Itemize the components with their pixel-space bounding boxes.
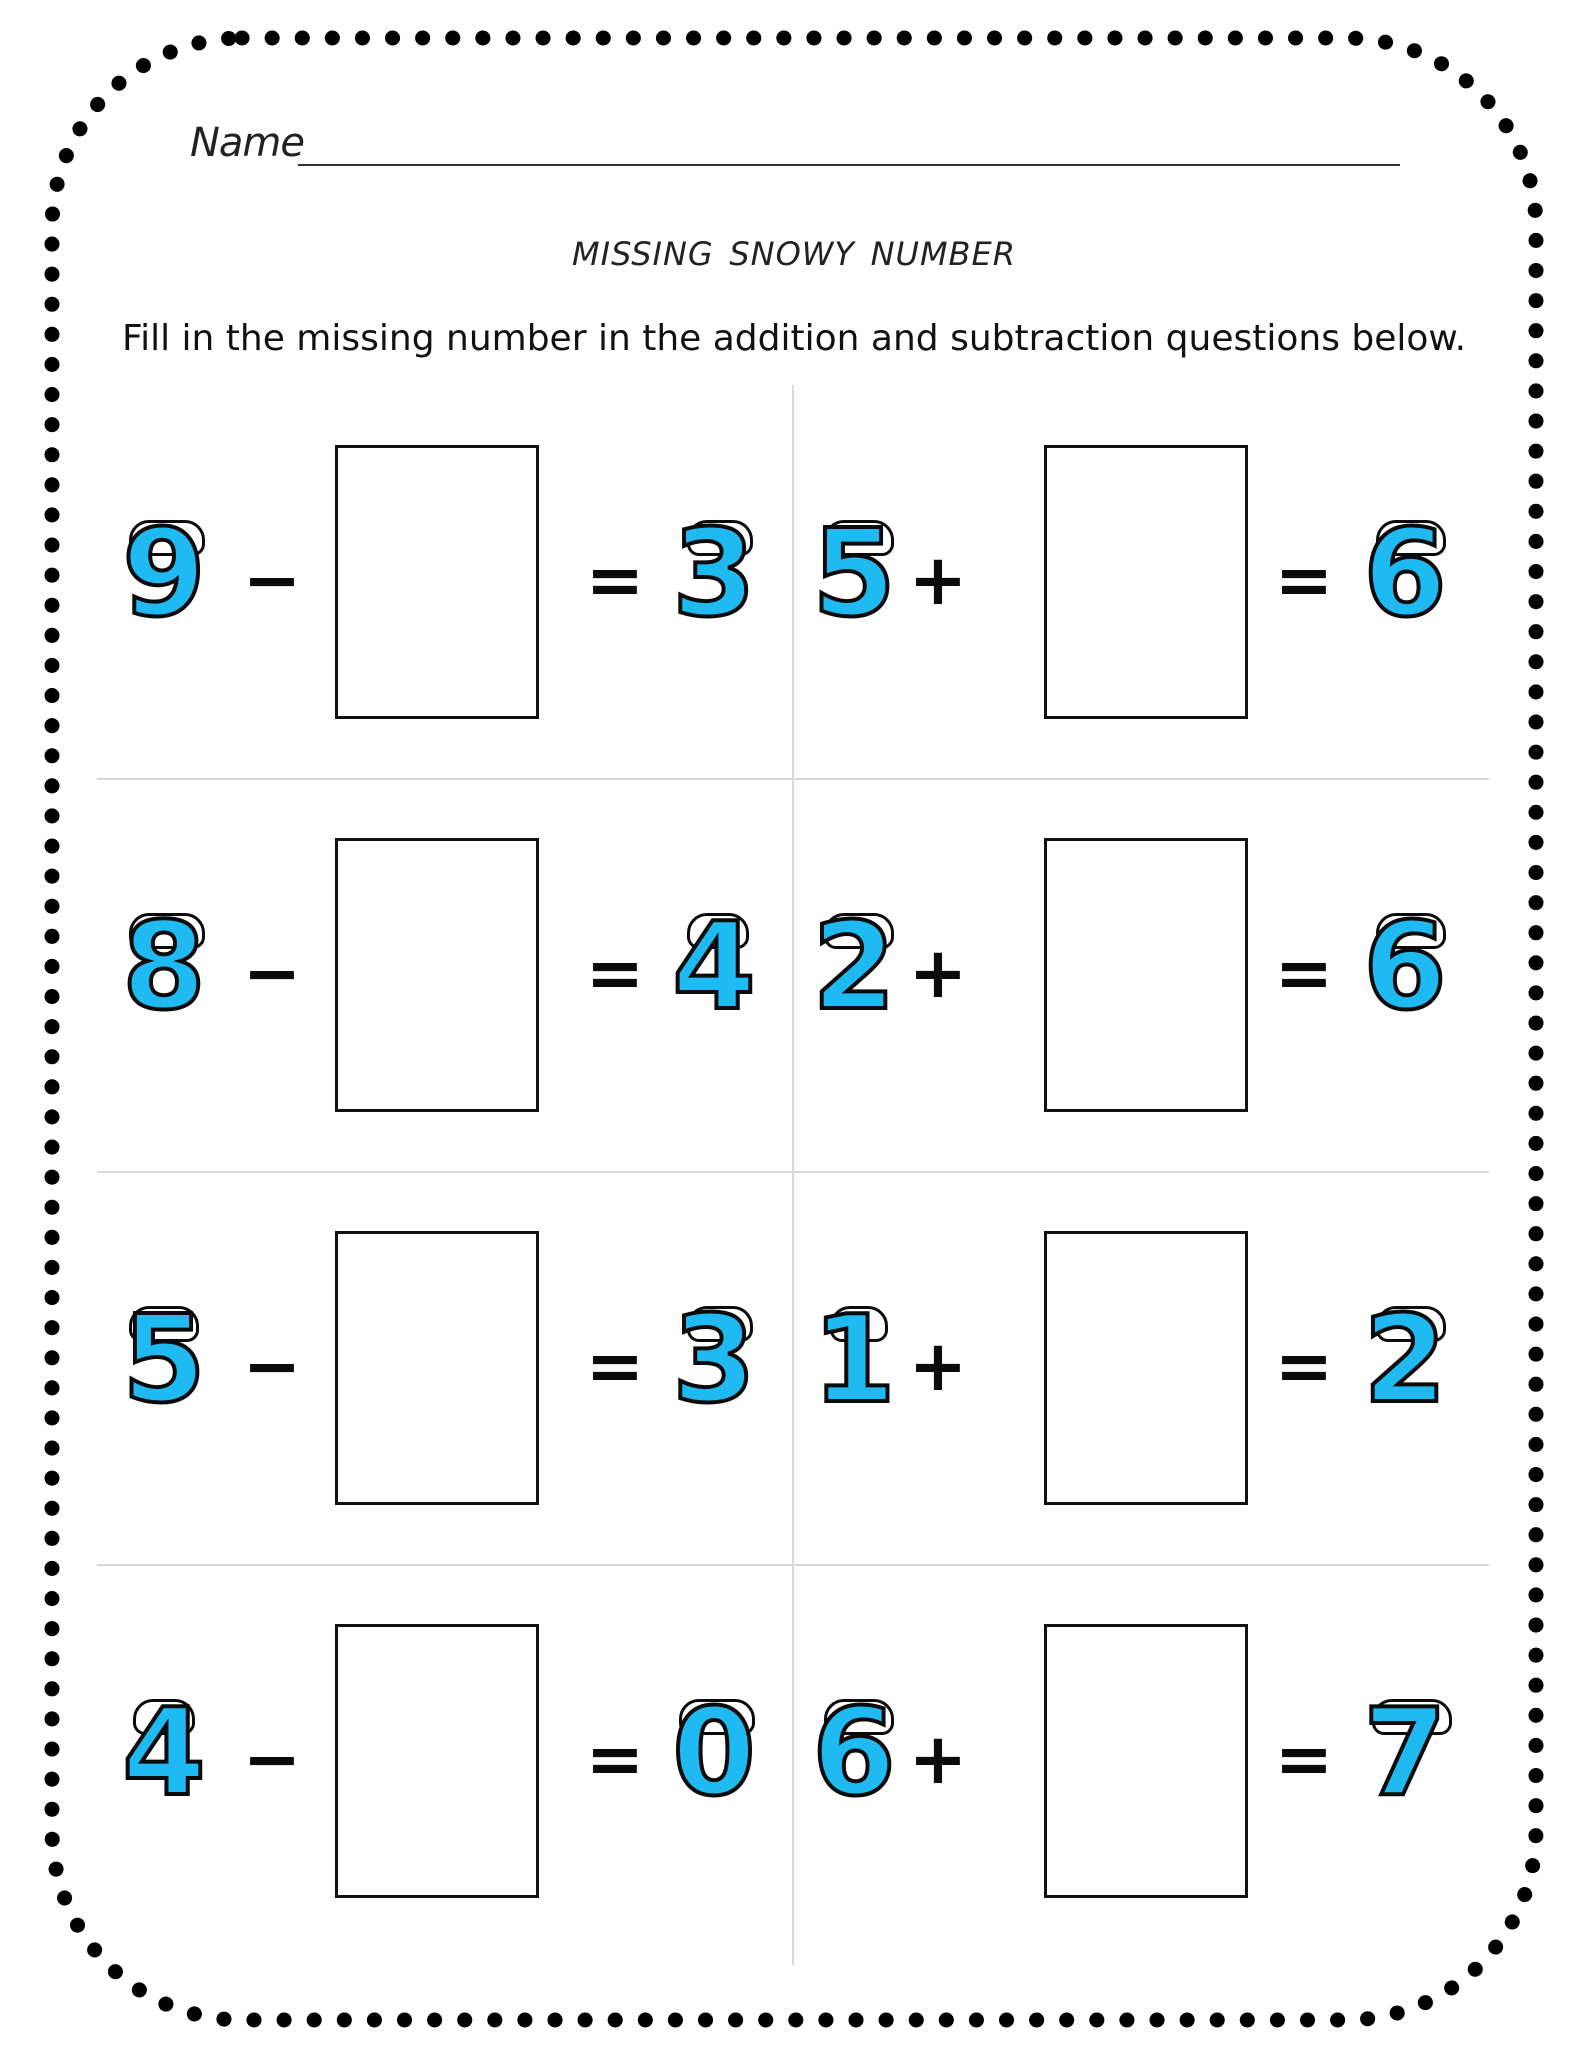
answer-box[interactable] xyxy=(1044,1624,1248,1898)
operand-number: 9 xyxy=(122,505,206,644)
equals-sign: = xyxy=(585,932,645,1014)
name-label: Name xyxy=(190,120,305,166)
result-number: 3 xyxy=(672,505,756,644)
equals-sign: = xyxy=(1274,1718,1334,1800)
equals-sign: = xyxy=(1274,932,1334,1014)
minus-sign: − xyxy=(242,539,302,621)
plus-sign: + xyxy=(908,1718,968,1800)
equals-sign: = xyxy=(1274,539,1334,621)
name-row xyxy=(190,120,1400,180)
minus-sign: − xyxy=(242,1325,302,1407)
result-number: 6 xyxy=(1363,505,1447,644)
answer-box[interactable] xyxy=(335,1624,539,1898)
worksheet-title: missing snowy number xyxy=(572,222,1016,276)
problem-1 xyxy=(97,385,792,778)
equals-sign: = xyxy=(585,1718,645,1800)
operand-number: 8 xyxy=(122,898,206,1037)
operand-number: 6 xyxy=(812,1684,896,1823)
instructions: Fill in the missing number in the addition and subtraction questions below. xyxy=(121,318,1467,359)
problem-grid xyxy=(97,385,1489,1965)
operand-number: 5 xyxy=(122,1291,206,1430)
result-number: 6 xyxy=(1363,898,1447,1037)
result-number: 2 xyxy=(1363,1291,1447,1430)
problem-3 xyxy=(97,778,792,1171)
operand-number: 5 xyxy=(812,505,896,644)
answer-box[interactable] xyxy=(1044,445,1248,719)
plus-sign: + xyxy=(908,539,968,621)
answer-box[interactable] xyxy=(335,1231,539,1505)
problem-5 xyxy=(97,1171,792,1564)
result-number: 4 xyxy=(672,898,756,1037)
operand-number: 4 xyxy=(122,1684,206,1823)
operand-number: 2 xyxy=(812,898,896,1037)
problem-8 xyxy=(794,1564,1489,1957)
equals-sign: = xyxy=(585,539,645,621)
name-line[interactable] xyxy=(298,164,1400,166)
problem-7 xyxy=(97,1564,792,1957)
problem-2 xyxy=(794,385,1489,778)
minus-sign: − xyxy=(242,932,302,1014)
equals-sign: = xyxy=(1274,1325,1334,1407)
answer-box[interactable] xyxy=(1044,838,1248,1112)
operand-number: 1 xyxy=(812,1291,896,1430)
answer-box[interactable] xyxy=(335,838,539,1112)
plus-sign: + xyxy=(908,1325,968,1407)
result-number: 3 xyxy=(672,1291,756,1430)
answer-box[interactable] xyxy=(335,445,539,719)
result-number: 0 xyxy=(672,1684,756,1823)
equals-sign: = xyxy=(585,1325,645,1407)
plus-sign: + xyxy=(908,932,968,1014)
answer-box[interactable] xyxy=(1044,1231,1248,1505)
problem-6 xyxy=(794,1171,1489,1564)
minus-sign: − xyxy=(242,1718,302,1800)
problem-4 xyxy=(794,778,1489,1171)
result-number: 7 xyxy=(1363,1684,1447,1823)
